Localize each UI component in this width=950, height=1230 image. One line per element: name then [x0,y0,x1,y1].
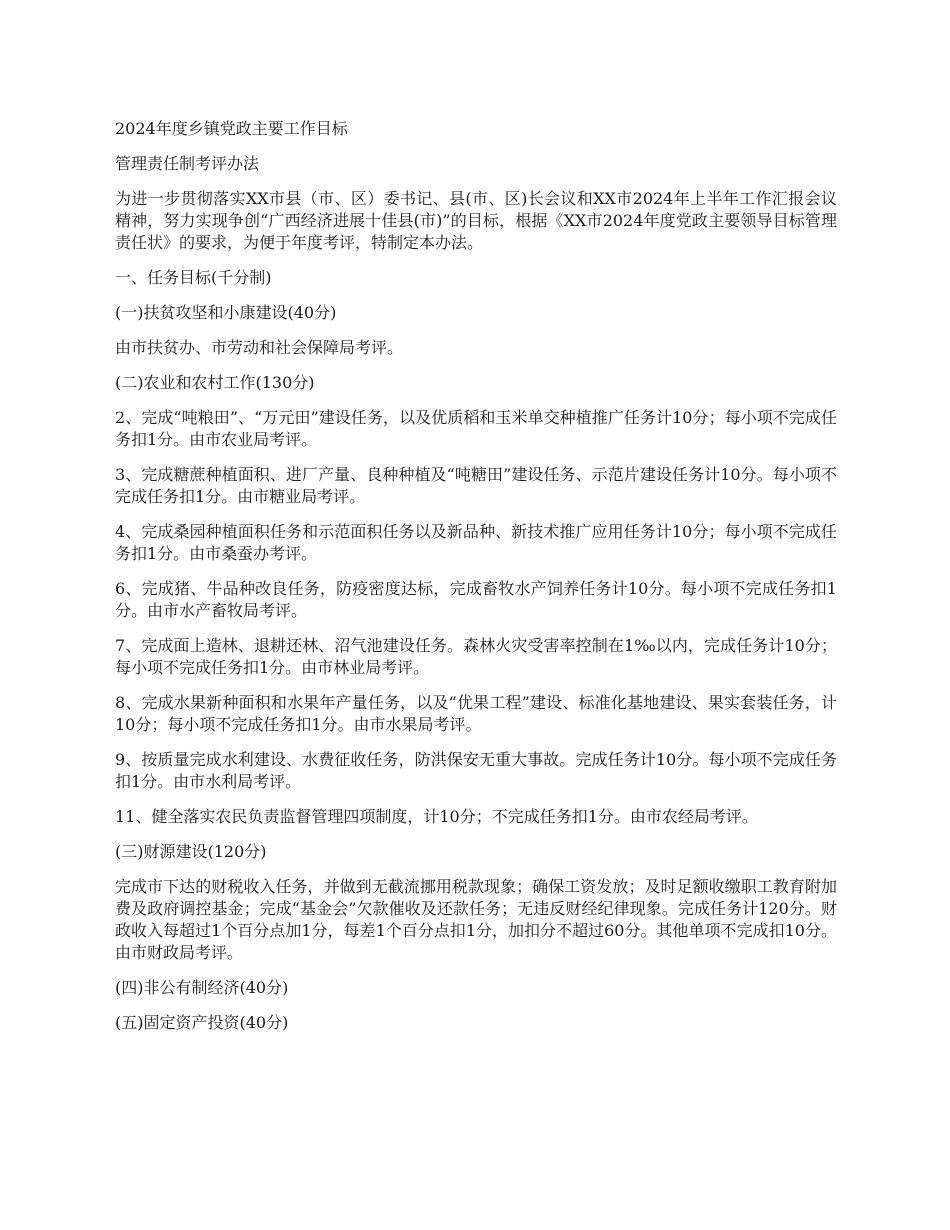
item-8-fruit: 8、完成水果新种面积和水果年产量任务，以及“优果工程”建设、标准化基地建设、果实套装任务，计10分；每小项不完成任务扣1分。由市水果局考评。 [115,693,837,734]
document-title-line-2: 管理责任制考评办法 [115,154,260,173]
item-2-grain-fields: 2、完成“吨粮田”、“万元田”建设任务，以及优质稻和玉米单交种植推广任务计10分；每小项不完成任务扣1分。由市农业局考评。 [115,408,837,449]
document-title-line-1: 2024年度乡镇党政主要工作目标 [115,119,348,138]
item-9-water: 9、按质量完成水利建设、水费征收任务，防洪保安无重大事故。完成任务计10分。每小项不完成任务扣1分。由市水利局考评。 [115,750,837,791]
paragraph-poverty-evaluator: 由市扶贫办、市劳动和社会保障局考评。 [115,338,404,357]
subsection-heading-private-economy: (四)非公有制经济(40分) [115,978,289,997]
item-6-livestock: 6、完成猪、牛品种改良任务，防疫密度达标，完成畜牧水产饲养任务计10分。每小项不完成任务扣1分。由市水产畜牧局考评。 [115,579,837,620]
item-7-forestry: 7、完成面上造林、退耕还林、沼气池建设任务。森林火灾受害率控制在1‰以内，完成任务计10分；每小项不完成任务扣1分。由市林业局考评。 [115,636,837,677]
subsection-heading-fixed-investment: (五)固定资产投资(40分) [115,1013,289,1032]
subsection-heading-poverty: (一)扶贫攻坚和小康建设(40分) [115,303,337,322]
item-11-farmer-burden: 11、健全落实农民负责监督管理四项制度，计10分；不完成任务扣1分。由市农经局考评。 [115,807,758,826]
item-3-sugarcane: 3、完成糖蔗种植面积、进厂产量、良种种植及“吨糖田”建设任务、示范片建设任务计10分。每小项不完成任务扣1分。由市糖业局考评。 [115,465,837,506]
item-4-mulberry: 4、完成桑园种植面积任务和示范面积任务以及新品种、新技术推广应用任务计10分；每小项不完成任务扣1分。由市桑蚕办考评。 [115,522,837,563]
document-page [115,118,837,1047]
section-heading-task-targets: 一、任务目标(千分制) [115,268,272,287]
paragraph-revenue: 完成市下达的财税收入任务，并做到无截流挪用税款现象；确保工资发放；及时足额收缴职工教育附加费及政府调控基金；完成“基金会”欠款催收及还款任务；无违反财经纪律现象。完成任务计120分。财政收入每超过1个百分点加1分，每差1个百分点扣1分，加扣分不超过60分。其他单项不完成扣10分。由市财政局考评。 [115,877,837,962]
intro-paragraph: 为进一步贯彻落实XX市县（市、区）委书记、县(市、区)长会议和XX市2024年上半年工作汇报会议精神，努力实现争创“广西经济进展十佳县(市)”的目标，根据《XX市2024年度党政主要领导目标管理责任状》的要求，为便于年度考评，特制定本办法。 [115,189,837,252]
subsection-heading-revenue: (三)财源建设(120分) [115,842,267,861]
subsection-heading-agriculture: (二)农业和农村工作(130分) [115,373,315,392]
